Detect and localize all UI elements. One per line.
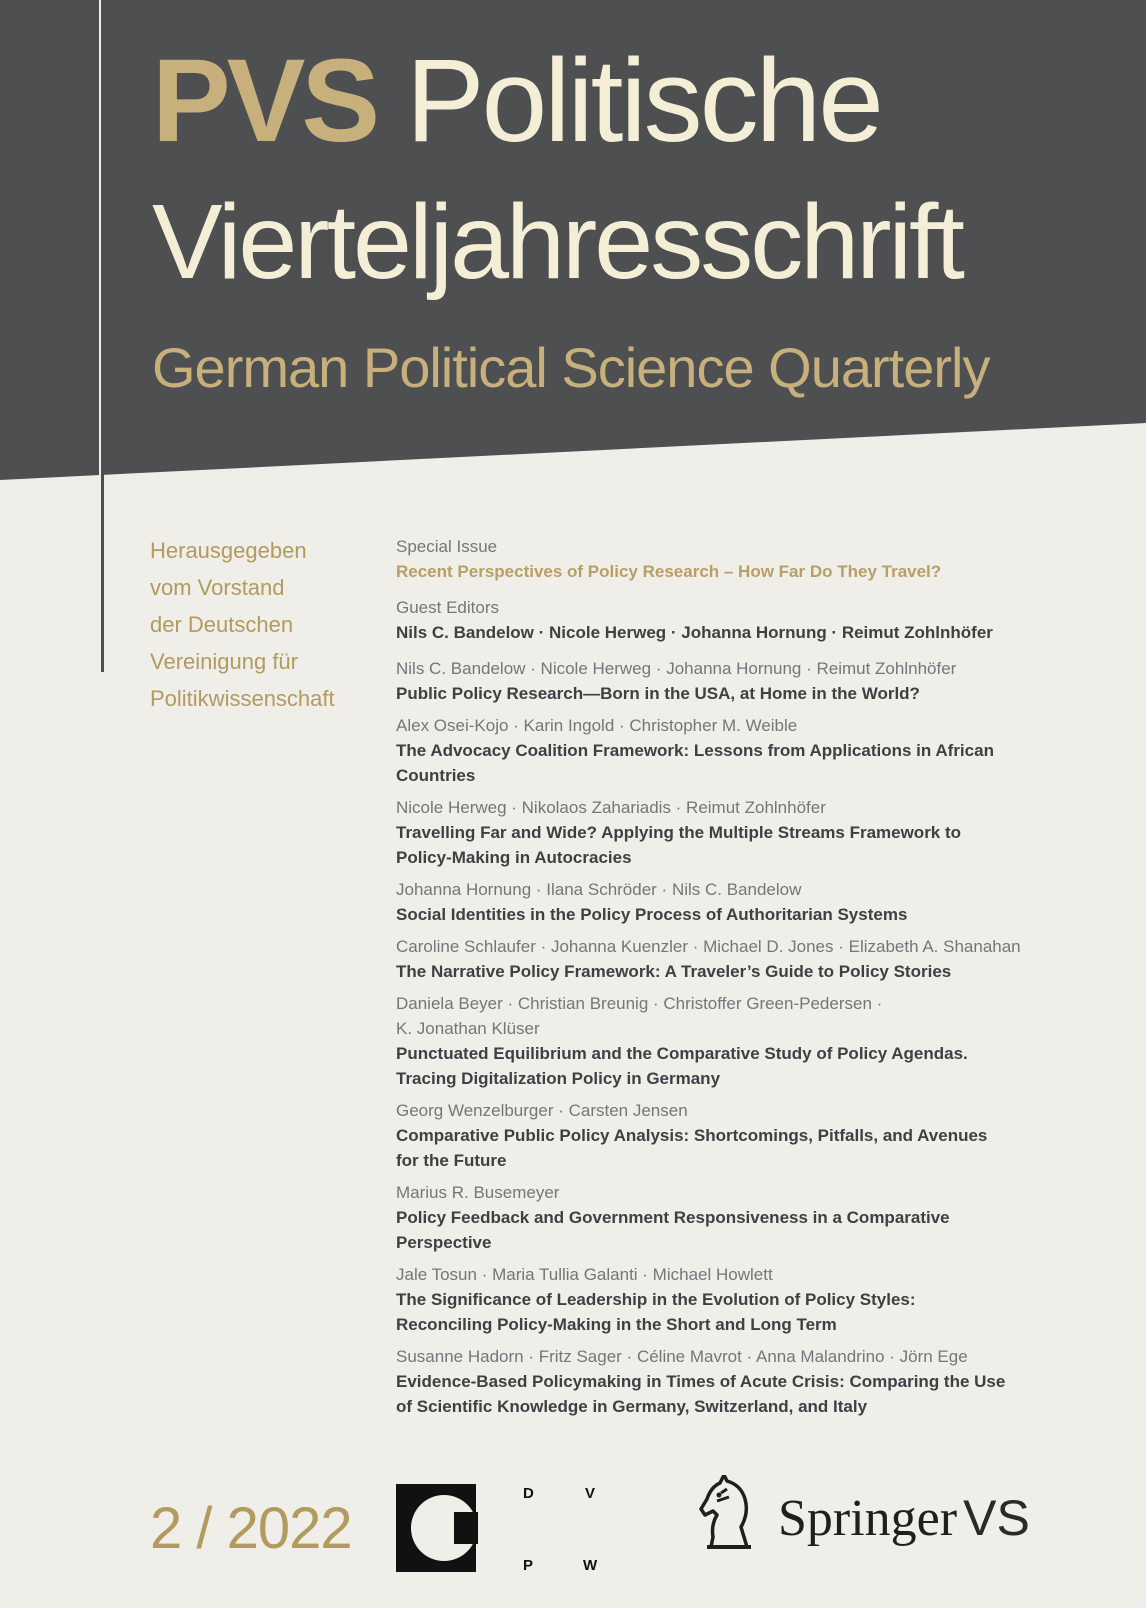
article-authors: Alex Osei-Kojo · Karin Ingold · Christopher M. Weible (396, 716, 798, 735)
article-title: Evidence-Based Policymaking in Times of Acute Crisis: Comparing the Use (396, 1372, 1006, 1391)
issue-number: 2 / 2022 (150, 1496, 352, 1561)
journal-title-line1 (152, 36, 881, 166)
publisher-line: Herausgegeben (150, 538, 307, 563)
article-title: Tracing Digitalization Policy in Germany (396, 1069, 721, 1088)
article-title: Comparative Public Policy Analysis: Shortcomings, Pitfalls, and Avenues (396, 1126, 988, 1145)
article-entry (396, 991, 1076, 1091)
article-title: The Significance of Leadership in the Evolution of Policy Styles: (396, 1290, 916, 1309)
article-authors: Georg Wenzelburger · Carsten Jensen (396, 1101, 688, 1120)
article-authors: Nicole Herweg · Nikolaos Zahariadis · Reimut Zohlnhöfer (396, 798, 826, 817)
publisher-statement (150, 532, 360, 717)
article-list (396, 656, 1076, 1419)
article-title: Policy Feedback and Government Responsiveness in a Comparative (396, 1208, 950, 1227)
left-header-panel (0, 0, 99, 428)
article-title: of Scientific Knowledge in Germany, Switzerland, and Italy (396, 1397, 868, 1416)
article-authors: Marius R. Busemeyer (396, 1183, 560, 1202)
article-title: Countries (396, 766, 476, 785)
table-of-contents (396, 534, 1076, 1426)
article-title: Social Identities in the Policy Process of Authoritarian Systems (396, 905, 908, 924)
springer-name: Springer (778, 1490, 958, 1547)
guest-editors-label: Guest Editors (396, 598, 499, 617)
publisher-line: Vereinigung für (150, 649, 298, 674)
springer-suffix: VS (963, 1490, 1030, 1546)
special-issue-title: Recent Perspectives of Policy Research – How Far Do They Travel? (396, 562, 942, 581)
journal-subtitle: German Political Science Quarterly (152, 336, 990, 399)
article-title: The Narrative Policy Framework: A Traveler’s Guide to Policy Stories (396, 962, 952, 981)
dvpw-letter-v: V (585, 1485, 596, 1502)
guest-editors-names: Nils C. Bandelow · Nicole Herweg · Johanna Hornung · Reimut Zohlnhöfer (396, 623, 993, 642)
article-title: Travelling Far and Wide? Applying the Multiple Streams Framework to (396, 823, 962, 842)
article-entry (396, 1344, 1076, 1419)
article-entry (396, 1262, 1076, 1337)
article-title: for the Future (396, 1151, 507, 1170)
journal-title-word2: Vierteljahresschrift (152, 183, 962, 301)
article-authors: Nils C. Bandelow · Nicole Herweg · Johanna Hornung · Reimut Zohlnhöfer (396, 659, 957, 678)
article-authors: Susanne Hadorn · Fritz Sager · Céline Mavrot · Anna Malandrino · Jörn Ege (396, 1347, 968, 1366)
article-entry (396, 713, 1076, 788)
article-title: Public Policy Research—Born in the USA, at Home in the World? (396, 684, 920, 703)
publisher-line: Politikwissenschaft (150, 686, 335, 711)
article-entry (396, 656, 1076, 706)
vertical-rule (101, 0, 104, 672)
dvpw-logo (396, 1484, 608, 1572)
article-title: Policy-Making in Autocracies (396, 848, 632, 867)
article-entry (396, 877, 1076, 927)
journal-title-word1: Politische (405, 35, 881, 167)
article-authors: Caroline Schlaufer · Johanna Kuenzler · Michael D. Jones · Elizabeth A. Shanahan (396, 937, 1021, 956)
knight-outline (701, 1475, 747, 1547)
springer-wordmark (778, 1486, 1030, 1551)
article-authors: K. Jonathan Klüser (396, 1019, 540, 1038)
article-title: Punctuated Equilibrium and the Comparative Study of Policy Agendas. (396, 1044, 968, 1063)
journal-abbreviation: PVS (152, 35, 377, 167)
springer-knight-icon (697, 1475, 759, 1551)
publisher-line: vom Vorstand (150, 575, 285, 600)
dvpw-letter-d: D (523, 1485, 534, 1502)
dvpw-letter-p: P (523, 1557, 534, 1572)
dvpw-logo-notch (454, 1512, 478, 1544)
article-authors: Jale Tosun · Maria Tullia Galanti · Michael Howlett (396, 1265, 773, 1284)
special-issue-label: Special Issue (396, 537, 498, 556)
knight-eye (717, 1493, 722, 1498)
article-authors: Johanna Hornung · Ilana Schröder · Nils C. Bandelow (396, 880, 802, 899)
article-title: Perspective (396, 1233, 492, 1252)
special-issue-block (396, 534, 1076, 584)
article-entry (396, 1180, 1076, 1255)
guest-editors-block (396, 595, 1076, 645)
article-entry (396, 1098, 1076, 1173)
article-authors: Daniela Beyer · Christian Breunig · Christoffer Green-Pedersen · (396, 994, 883, 1013)
article-entry (396, 934, 1076, 984)
publisher-line: der Deutschen (150, 612, 294, 637)
article-title: The Advocacy Coalition Framework: Lessons from Applications in African (396, 741, 994, 760)
dvpw-letter-w: W (583, 1557, 598, 1572)
article-title: Reconciling Policy-Making in the Short and Long Term (396, 1315, 837, 1334)
article-entry (396, 795, 1076, 870)
